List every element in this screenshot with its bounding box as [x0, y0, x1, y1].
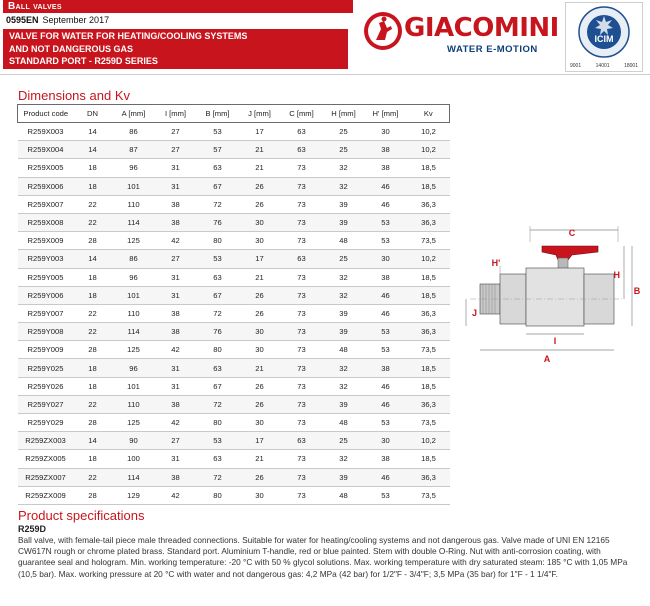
table-cell: 87: [112, 141, 156, 159]
table-cell: 18,5: [408, 377, 450, 395]
table-cell: 18,5: [408, 177, 450, 195]
table-cell: 32: [324, 177, 364, 195]
table-cell: 80: [196, 486, 240, 504]
table-cell: 46: [364, 286, 408, 304]
table-cell: 28: [74, 414, 112, 432]
table-cell: 125: [112, 414, 156, 432]
column-header: A [mm]: [112, 105, 156, 123]
table-cell: 63: [280, 123, 324, 141]
table-cell: 14: [74, 141, 112, 159]
column-header: Product code: [18, 105, 74, 123]
product-code-cell: R259Y005: [18, 268, 74, 286]
table-cell: 53: [196, 432, 240, 450]
table-cell: 53: [196, 250, 240, 268]
table-cell: 114: [112, 468, 156, 486]
product-code-cell: R259Y003: [18, 250, 74, 268]
table-cell: 73: [280, 268, 324, 286]
table-cell: 86: [112, 250, 156, 268]
table-cell: 38: [156, 323, 196, 341]
table-cell: 21: [240, 359, 280, 377]
valve-drawing: [460, 222, 640, 372]
table-cell: 31: [156, 359, 196, 377]
table-cell: 25: [324, 250, 364, 268]
product-code-cell: R259Y029: [18, 414, 74, 432]
specs-subtitle: R259D: [18, 524, 47, 534]
table-cell: 27: [156, 250, 196, 268]
table-cell: 27: [156, 123, 196, 141]
table-cell: 48: [324, 486, 364, 504]
product-code-cell: R259Y026: [18, 377, 74, 395]
table-cell: 27: [156, 432, 196, 450]
table-cell: 101: [112, 177, 156, 195]
table-row: [18, 177, 450, 195]
table-row: [18, 377, 450, 395]
table-cell: 18: [74, 450, 112, 468]
table-cell: 53: [364, 232, 408, 250]
table-cell: 53: [364, 213, 408, 231]
table-cell: 80: [196, 232, 240, 250]
table-cell: 26: [240, 177, 280, 195]
table-cell: 26: [240, 468, 280, 486]
table-cell: 31: [156, 377, 196, 395]
table-cell: 39: [324, 323, 364, 341]
cert-standard: 14001: [595, 63, 610, 69]
table-cell: 30: [240, 414, 280, 432]
table-cell: 39: [324, 195, 364, 213]
table-cell: 39: [324, 304, 364, 322]
product-code-cell: R259ZX009: [18, 486, 74, 504]
table-cell: 14: [74, 250, 112, 268]
table-cell: 25: [324, 432, 364, 450]
table-cell: 53: [364, 323, 408, 341]
table-cell: 80: [196, 414, 240, 432]
table-cell: 73: [280, 486, 324, 504]
table-cell: 32: [324, 286, 364, 304]
table-cell: 72: [196, 395, 240, 413]
table-cell: 67: [196, 377, 240, 395]
table-cell: 22: [74, 195, 112, 213]
column-header: DN: [74, 105, 112, 123]
product-code-cell: R259X008: [18, 213, 74, 231]
table-cell: 53: [364, 341, 408, 359]
table-cell: 125: [112, 341, 156, 359]
label-j: J: [472, 308, 478, 318]
table-cell: 114: [112, 323, 156, 341]
table-cell: 73,5: [408, 414, 450, 432]
table-cell: 26: [240, 304, 280, 322]
table-cell: 21: [240, 450, 280, 468]
table-cell: 27: [156, 141, 196, 159]
table-cell: 73: [280, 395, 324, 413]
table-row: [18, 213, 450, 231]
table-cell: 63: [280, 141, 324, 159]
table-cell: 31: [156, 268, 196, 286]
cert-name: ICIM: [594, 34, 614, 44]
table-cell: 73: [280, 450, 324, 468]
product-code-cell: R259Y009: [18, 341, 74, 359]
product-code-cell: R259Y007: [18, 304, 74, 322]
table-cell: 32: [324, 359, 364, 377]
giacomini-logo: [363, 9, 559, 63]
certification-badge: [565, 2, 643, 72]
column-header: H [mm]: [324, 105, 364, 123]
table-cell: 63: [196, 268, 240, 286]
table-cell: 67: [196, 286, 240, 304]
icim-seal-icon: [566, 4, 642, 62]
table-cell: 39: [324, 395, 364, 413]
table-cell: 114: [112, 213, 156, 231]
table-cell: 100: [112, 450, 156, 468]
label-i: I: [553, 336, 557, 346]
table-cell: 53: [364, 486, 408, 504]
table-cell: 36,3: [408, 195, 450, 213]
table-cell: 72: [196, 195, 240, 213]
table-cell: 39: [324, 213, 364, 231]
table-cell: 86: [112, 123, 156, 141]
table-cell: 42: [156, 414, 196, 432]
table-cell: 53: [196, 123, 240, 141]
logo-emblem-icon: [363, 11, 403, 51]
table-cell: 38: [364, 159, 408, 177]
table-cell: 17: [240, 432, 280, 450]
table-row: [18, 414, 450, 432]
cert-standard: 18001: [624, 63, 638, 69]
product-code-cell: R259X006: [18, 177, 74, 195]
title-line-1: VALVE FOR WATER FOR HEATING/COOLING SYSTEMS: [9, 31, 248, 41]
document-code: 0595EN: [6, 15, 39, 25]
header-divider: [0, 74, 650, 75]
table-cell: 46: [364, 468, 408, 486]
table-cell: 110: [112, 395, 156, 413]
table-cell: 73: [280, 304, 324, 322]
product-code-cell: R259ZX007: [18, 468, 74, 486]
table-cell: 10,2: [408, 250, 450, 268]
table-cell: 30: [240, 232, 280, 250]
table-cell: 18,5: [408, 268, 450, 286]
product-code-cell: R259X003: [18, 123, 74, 141]
table-cell: 18,5: [408, 159, 450, 177]
table-cell: 48: [324, 414, 364, 432]
table-cell: 26: [240, 195, 280, 213]
table-cell: 30: [240, 213, 280, 231]
table-cell: 30: [240, 486, 280, 504]
header: [0, 0, 650, 74]
table-cell: 25: [324, 141, 364, 159]
table-cell: 73,5: [408, 232, 450, 250]
table-cell: 10,2: [408, 141, 450, 159]
table-cell: 14: [74, 123, 112, 141]
dimensions-table: [17, 104, 449, 505]
table-cell: 42: [156, 486, 196, 504]
table-row: [18, 468, 450, 486]
column-header: J [mm]: [240, 105, 280, 123]
table-cell: 46: [364, 395, 408, 413]
table-cell: 18: [74, 286, 112, 304]
product-code-cell: R259ZX003: [18, 432, 74, 450]
table-cell: 36,3: [408, 395, 450, 413]
table-cell: 53: [364, 414, 408, 432]
table-cell: 67: [196, 177, 240, 195]
table-cell: 38: [156, 213, 196, 231]
table-cell: 73: [280, 468, 324, 486]
table-cell: 73: [280, 159, 324, 177]
column-header: B [mm]: [196, 105, 240, 123]
label-h: H: [613, 270, 620, 280]
column-header: H' [mm]: [364, 105, 408, 123]
table-cell: 30: [364, 250, 408, 268]
table-row: [18, 323, 450, 341]
table-cell: 36,3: [408, 213, 450, 231]
table-cell: 38: [156, 395, 196, 413]
table-cell: 96: [112, 359, 156, 377]
table-cell: 101: [112, 377, 156, 395]
brand-name: GIACOMINI: [404, 13, 559, 43]
table-cell: 25: [324, 123, 364, 141]
table-row: [18, 395, 450, 413]
specs-body: Ball valve, with female-tail piece male threaded connections. Suitable for water for heating/cooling systems and not dangerous gas. Valve made of UNI EN 12165 CW617N rough or chrome plated brass. Standard port. Aluminium T-handle, red or blue painted. Stem with double O-Ring. Nut with anti-corrosion coating, with guarantee seal and hologram. Min. working temperature: -20 °C with 50 % glycol solutions. Max. working temperature with dry saturated steam: 185 °C with 1,05 MPa (10,5 bar). Max. working pressure at 20 °C with water and not dangerous gas: 4,2 MPa (42 bar) for 1/2"F - 3/4"F; 3,5 MPa (35 bar) for 1"F - 1 1/4"F.: [18, 535, 628, 579]
table-cell: 42: [156, 232, 196, 250]
table-cell: 28: [74, 232, 112, 250]
table-cell: 39: [324, 468, 364, 486]
table-row: [18, 450, 450, 468]
valve-technical-drawing: [460, 222, 640, 372]
table-cell: 31: [156, 286, 196, 304]
table-cell: 22: [74, 395, 112, 413]
table-cell: 22: [74, 468, 112, 486]
table-cell: 21: [240, 159, 280, 177]
table-cell: 46: [364, 304, 408, 322]
table-cell: 26: [240, 286, 280, 304]
table-cell: 101: [112, 286, 156, 304]
table-cell: 38: [364, 141, 408, 159]
table-cell: 31: [156, 159, 196, 177]
table-cell: 73: [280, 377, 324, 395]
category-label: Ball valves: [8, 1, 62, 12]
table-row: [18, 486, 450, 504]
table-cell: 96: [112, 268, 156, 286]
table-cell: 18: [74, 359, 112, 377]
table-cell: 38: [156, 304, 196, 322]
table-row: [18, 232, 450, 250]
valve-handle-shape: [542, 246, 598, 260]
product-code-cell: R259Y025: [18, 359, 74, 377]
document-code-line: [6, 15, 109, 26]
table-cell: 46: [364, 377, 408, 395]
product-code-cell: R259X009: [18, 232, 74, 250]
table-cell: 30: [240, 341, 280, 359]
table-cell: 73: [280, 213, 324, 231]
table-cell: 17: [240, 123, 280, 141]
table-cell: 48: [324, 341, 364, 359]
table-cell: 38: [156, 468, 196, 486]
product-code-cell: R259X007: [18, 195, 74, 213]
table-cell: 46: [364, 195, 408, 213]
document-date: September 2017: [42, 15, 110, 25]
table-cell: 26: [240, 395, 280, 413]
table-cell: 96: [112, 159, 156, 177]
table-row: [18, 159, 450, 177]
table-cell: 73: [280, 359, 324, 377]
table-row: [18, 304, 450, 322]
cert-standard: 9001: [570, 63, 582, 69]
table-cell: 129: [112, 486, 156, 504]
table-cell: 73: [280, 195, 324, 213]
column-header: Kv: [408, 105, 450, 123]
label-c: C: [568, 228, 576, 238]
category-banner: [3, 0, 353, 13]
table-cell: 57: [196, 141, 240, 159]
table-cell: 63: [196, 359, 240, 377]
table-cell: 38: [364, 268, 408, 286]
table-cell: 10,2: [408, 432, 450, 450]
table-header: [18, 105, 450, 123]
title-line-3: STANDARD PORT - R259D SERIES: [9, 56, 158, 66]
table-cell: 26: [240, 377, 280, 395]
table-cell: 28: [74, 486, 112, 504]
table-row: [18, 268, 450, 286]
title-line-2: AND NOT DANGEROUS GAS: [9, 43, 134, 54]
table-cell: 18: [74, 268, 112, 286]
table-cell: 36,3: [408, 323, 450, 341]
table-cell: 17: [240, 250, 280, 268]
table-cell: 110: [112, 304, 156, 322]
table-cell: 48: [324, 232, 364, 250]
table-cell: 73: [280, 414, 324, 432]
table-cell: 110: [112, 195, 156, 213]
table-cell: 90: [112, 432, 156, 450]
product-code-cell: R259ZX005: [18, 450, 74, 468]
table-cell: 18: [74, 159, 112, 177]
table-cell: 32: [324, 268, 364, 286]
table-cell: 73: [280, 232, 324, 250]
table-header-row: [18, 105, 450, 123]
table-cell: 22: [74, 323, 112, 341]
table-cell: 21: [240, 141, 280, 159]
table-cell: 73: [280, 286, 324, 304]
table-body: [18, 123, 450, 505]
table-row: [18, 250, 450, 268]
table-cell: 63: [280, 250, 324, 268]
table-cell: 31: [156, 177, 196, 195]
table-cell: 31: [156, 450, 196, 468]
table-cell: 21: [240, 268, 280, 286]
product-code-cell: R259Y027: [18, 395, 74, 413]
table-cell: 63: [196, 450, 240, 468]
table-cell: 73,5: [408, 341, 450, 359]
table-cell: 73: [280, 341, 324, 359]
table-cell: 38: [156, 195, 196, 213]
table-cell: 32: [324, 159, 364, 177]
table-cell: 18,5: [408, 450, 450, 468]
table-cell: 63: [280, 432, 324, 450]
label-a: A: [543, 354, 551, 364]
label-h-prime: H': [491, 258, 501, 268]
table-cell: 76: [196, 323, 240, 341]
brand-tagline: WATER E-MOTION: [447, 44, 538, 55]
product-code-cell: R259X005: [18, 159, 74, 177]
table-cell: 46: [364, 177, 408, 195]
table-row: [18, 141, 450, 159]
table-row: [18, 195, 450, 213]
table-cell: 38: [364, 450, 408, 468]
table-cell: 76: [196, 213, 240, 231]
table-row: [18, 286, 450, 304]
dimensions-title: Dimensions and Kv: [18, 88, 130, 103]
table-cell: 32: [324, 450, 364, 468]
table-cell: 18,5: [408, 286, 450, 304]
table-cell: 80: [196, 341, 240, 359]
specs-title: Product specifications: [18, 508, 145, 523]
table-cell: 73: [280, 323, 324, 341]
table-cell: 36,3: [408, 304, 450, 322]
table-cell: 73,5: [408, 486, 450, 504]
table-cell: 18: [74, 177, 112, 195]
label-b: B: [633, 286, 640, 296]
title-banner: [3, 29, 348, 69]
table-cell: 72: [196, 468, 240, 486]
table-cell: 73: [280, 177, 324, 195]
cert-standards: [570, 63, 638, 69]
table-cell: 18,5: [408, 359, 450, 377]
column-header: C [mm]: [280, 105, 324, 123]
table-cell: 14: [74, 432, 112, 450]
table-cell: 28: [74, 341, 112, 359]
valve-body-shape: [526, 268, 584, 326]
table-cell: 63: [196, 159, 240, 177]
table-row: [18, 123, 450, 141]
product-code-cell: R259Y008: [18, 323, 74, 341]
table-cell: 30: [364, 123, 408, 141]
table-cell: 72: [196, 304, 240, 322]
table-cell: 32: [324, 377, 364, 395]
table-row: [18, 432, 450, 450]
table-cell: 10,2: [408, 123, 450, 141]
product-code-cell: R259Y006: [18, 286, 74, 304]
table-cell: 30: [240, 323, 280, 341]
table-cell: 42: [156, 341, 196, 359]
table-cell: 38: [364, 359, 408, 377]
table-row: [18, 359, 450, 377]
table-cell: 125: [112, 232, 156, 250]
product-code-cell: R259X004: [18, 141, 74, 159]
table-cell: 18: [74, 377, 112, 395]
table-cell: 30: [364, 432, 408, 450]
column-header: I [mm]: [156, 105, 196, 123]
table-cell: 22: [74, 304, 112, 322]
table-cell: 22: [74, 213, 112, 231]
table-cell: 36,3: [408, 468, 450, 486]
table-row: [18, 341, 450, 359]
